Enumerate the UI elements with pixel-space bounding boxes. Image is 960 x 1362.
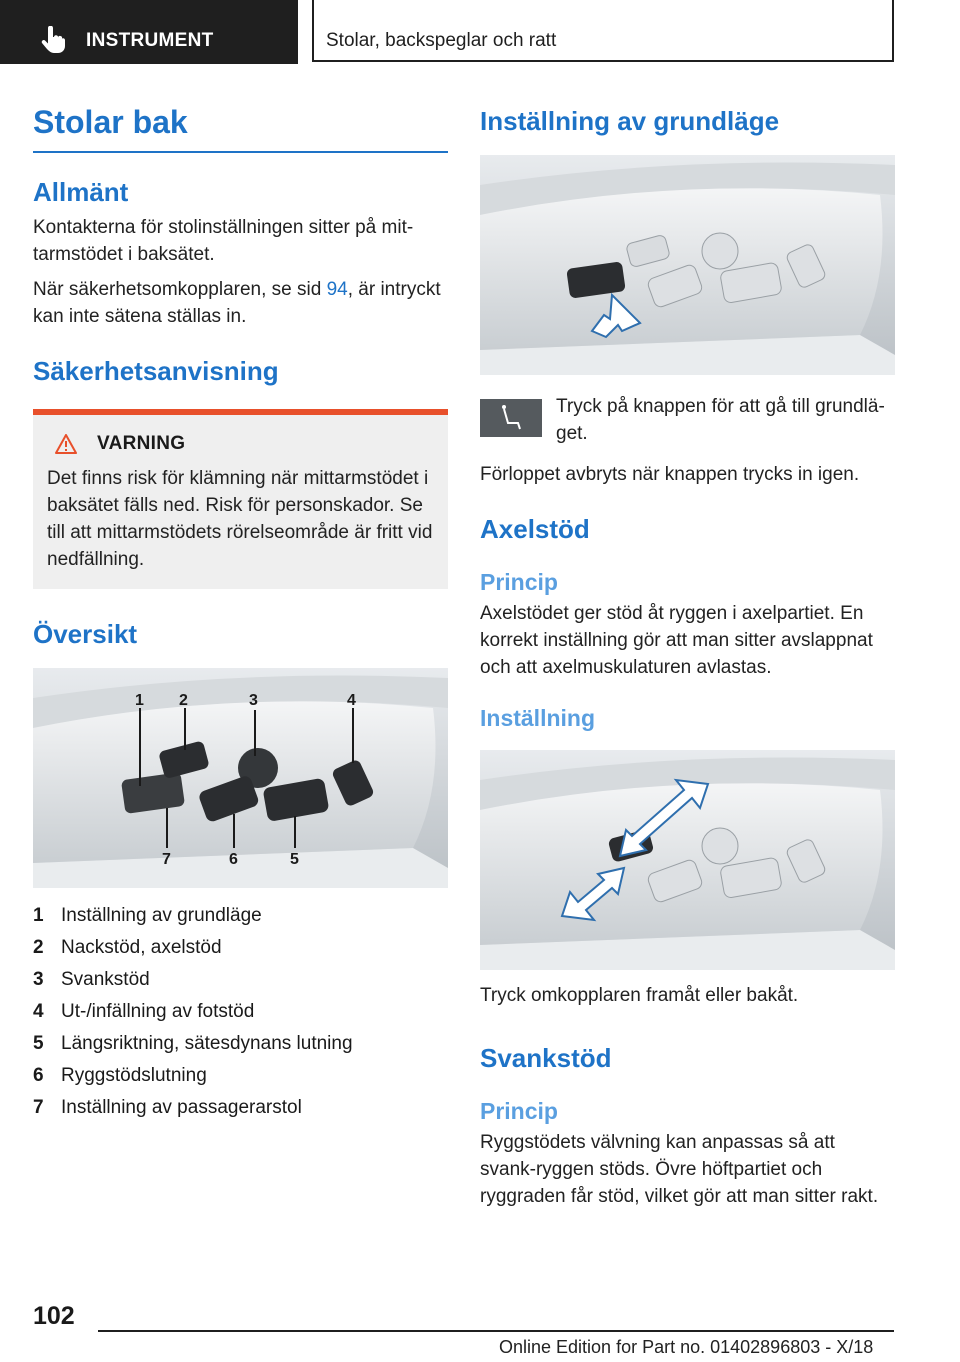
heading-svankstod: Svankstöd [480, 1043, 612, 1073]
list-item: 5 Längsriktning, sätesdynans lutning [33, 1033, 353, 1054]
reset-instruction-text: Tryck på knappen för att gå till grundlä-get. [556, 396, 885, 444]
shoulder-support-image [480, 750, 895, 970]
footer-edition: Online Edition for Part no. 01402896803 - X/18 [499, 1337, 874, 1357]
heading-grundlage: Inställning av grundläge [480, 106, 780, 136]
seat-reset-icon [480, 399, 542, 437]
chapter-title: Stolar, backspeglar och ratt [326, 30, 557, 51]
page-number: 102 [33, 1302, 75, 1330]
allmant-p2-text: När säkerhetsomkopplaren, se sid [33, 279, 327, 300]
hand-pointer-icon [40, 26, 66, 54]
footer-divider [98, 1330, 894, 1332]
heading-axel-installning: Inställning [480, 705, 595, 731]
reset-cancel-text: Förloppet avbryts när knappen trycks in igen. [480, 464, 860, 485]
warning-header [55, 433, 436, 455]
overview-seat-controls-image [33, 668, 448, 888]
callout-4: 4 [347, 692, 356, 709]
heading-axelstod: Axelstöd [480, 514, 590, 544]
overview-legend-list [33, 900, 448, 1124]
callout-5: 5 [290, 851, 299, 868]
callout-3: 3 [249, 692, 258, 709]
reset-instruction-row [480, 393, 895, 447]
callout-1: 1 [135, 692, 144, 709]
svank-princip-text: Ryggstödets välvning kan anpassas så att svank-ryggen stöds. Övre höftpartiet och ryggraden får stöd, vilket gör att man sitter rakt. [480, 1132, 879, 1207]
callout-7: 7 [162, 851, 171, 868]
page-link-94[interactable]: 94 [326, 279, 348, 300]
heading-sakerhet: Säkerhetsanvisning [33, 356, 279, 386]
allmant-paragraph-2 [33, 276, 448, 330]
left-column [33, 96, 448, 1124]
section-label: INSTRUMENT [86, 30, 214, 51]
heading-oversikt: Översikt [33, 619, 138, 649]
list-item: 4 Ut-/infällning av fotstöd [33, 1001, 255, 1022]
list-item: 1 Inställning av grundläge [33, 905, 262, 926]
right-column [480, 96, 895, 1210]
heading-svank-princip: Princip [480, 1098, 558, 1124]
allmant-p2-text-end: , är intryckt kan inte sätena ställas in. [33, 279, 441, 327]
heading-axel-princip: Princip [480, 569, 558, 595]
shoulder-instruction-text: Tryck omkopplaren framåt eller bakåt. [480, 985, 799, 1006]
callout-2: 2 [179, 692, 188, 709]
warning-text: Det finns risk för klämning när mittarmstödet i baksätet fälls ned. Risk för personskador. Se till att mittarmstödets rörelseområde är fritt vid nedfällning. [47, 468, 433, 570]
axel-princip-text: Axelstödet ger stöd åt ryggen i axelpartiet. En korrekt inställning gör att man sitter avslappnat och att axelmuskulaturen avlastas. [480, 603, 873, 678]
heading-allmant: Allmänt [33, 177, 129, 207]
warning-label: VARNING [97, 433, 186, 454]
reset-button-image [480, 155, 895, 375]
list-item: 3 Svankstöd [33, 969, 150, 990]
header-section-tab [0, 0, 298, 64]
callout-6: 6 [229, 851, 238, 868]
list-item: 7 Inställning av passagerarstol [33, 1097, 302, 1118]
allmant-paragraph-1: Kontakterna för stolinställningen sitter på mit-tarmstödet i baksätet. [33, 217, 414, 265]
list-item: 6 Ryggstödslutning [33, 1065, 207, 1086]
page-title: Stolar bak [33, 96, 448, 153]
list-item: 2 Nackstöd, axelstöd [33, 937, 222, 958]
warning-box [33, 409, 448, 589]
header-chapter-box [312, 0, 894, 62]
warning-triangle-icon [55, 434, 77, 454]
